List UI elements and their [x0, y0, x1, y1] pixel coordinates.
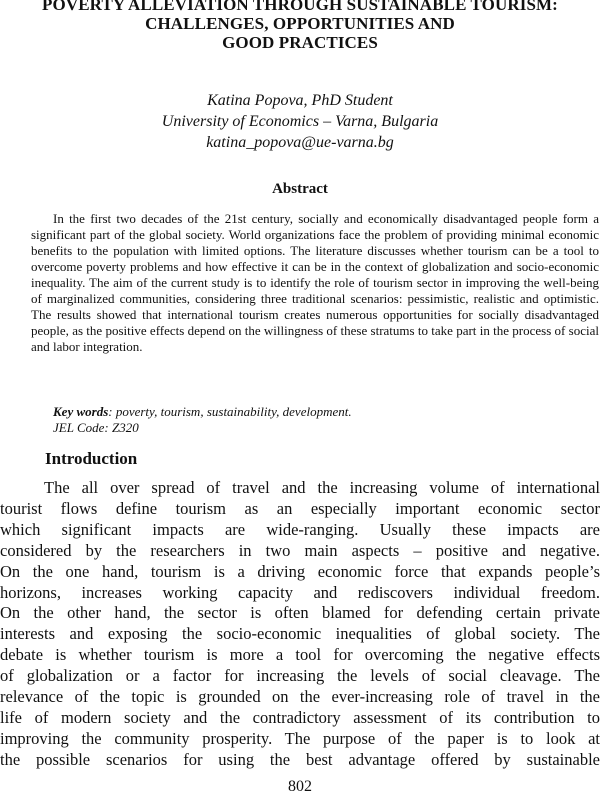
author-email: katina_popova@ue-varna.bg [206, 134, 394, 151]
author-name: Katina Popova, PhD Student [207, 92, 393, 109]
keywords-label: Key words [53, 404, 109, 419]
title-line: GOOD PRACTICES [222, 33, 378, 52]
introduction-body [0, 478, 600, 771]
paper-title [0, 0, 600, 52]
body-line: The all over spread of travel and the increasing volume of international [44, 478, 600, 497]
body-line: which significant impacts are wide-ranging. Usually these impacts are [0, 519, 600, 539]
abstract-heading: Abstract [272, 181, 328, 197]
body-line: tourist flows define tourism as an especially important economic sector [0, 498, 600, 518]
title-line: CHALLENGES, OPPORTUNITIES AND [145, 14, 455, 33]
body-line: improving the community prosperity. The purpose of the paper is to look at [0, 728, 600, 748]
page-number: 802 [288, 778, 312, 795]
abstract-text: In the first two decades of the 21st century, socially and economically disadvantaged people form a significant part of the global society. World organizations face the problem of providing minimal economic benefits to the population with limited options. The literature discusses whether tourism can be a tool to overcome poverty problems and how effective it can be in the context of globalization and socio-economic inequality. The aim of the current study is to identify the role of tourism sector in improving the well-being of marginalized communities, considering three traditional scenarios: pessimistic, realistic and optimistic. The results showed that international tourism creates numerous opportunities for socially disadvantaged people, as the positive effects depend on the willingness of these stratums to take part in the process of social and labor integration. [31, 211, 599, 354]
body-line: the possible scenarios for using the best advantage offered by sustainable [0, 749, 600, 769]
body-line: relevance of the topic is grounded on the ever-increasing role of travel in the [0, 687, 600, 707]
body-line: debate is whether tourism is more a tool for overcoming the negative effects [0, 645, 600, 665]
body-line: On the one hand, tourism is a driving economic force that expands people’s [0, 561, 600, 581]
keywords-line [53, 404, 593, 420]
body-line: interests and exposing the socio-economic inequalities of global society. The [0, 624, 600, 644]
body-line: of globalization or a factor for increasing the levels of social cleavage. The [0, 666, 600, 686]
body-line: life of modern society and the contradictory assessment of its contribution to [0, 707, 600, 727]
title-line: POVERTY ALLEVIATION THROUGH SUSTAINABLE TOURISM: [42, 0, 558, 14]
body-line: horizons, increases working capacity and rediscovers individual freedom. [0, 582, 600, 602]
author-affiliation: University of Economics – Varna, Bulgaria [161, 113, 439, 130]
body-line: considered by the researchers in two main aspects – positive and negative. [0, 540, 600, 560]
introduction-heading: Introduction [45, 449, 138, 468]
body-line: On the other hand, the sector is often blamed for defending certain private [0, 603, 600, 623]
jel-code: JEL Code: Z320 [53, 420, 139, 435]
keywords-list: : poverty, tourism, sustainability, development. [108, 404, 352, 419]
author-block [0, 90, 600, 153]
